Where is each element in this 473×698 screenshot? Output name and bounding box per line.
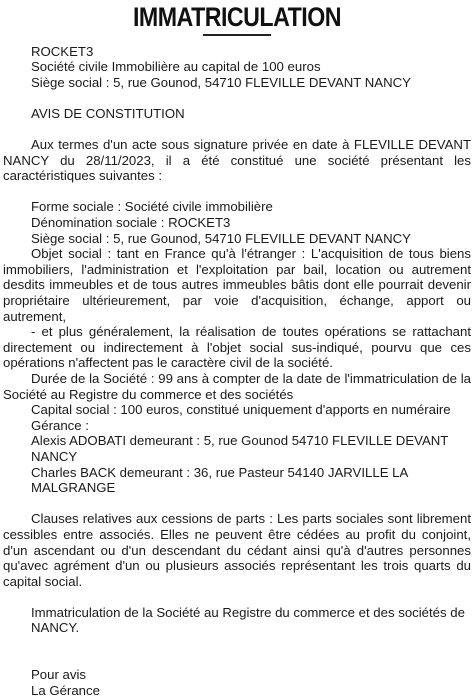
intro-paragraph: Aux termes d'un acte sous signature privée en date à FLEVILLE DEVANT NANCY du 28/11/2023, il a été constitué une société présentant les caractéristiques suivantes : [3,137,471,184]
spacer [3,496,471,512]
spacer [3,589,471,605]
spacer [3,652,471,668]
spacer [3,184,471,200]
spacer [3,121,471,137]
detail-gerance-label: Gérance : [31,417,89,433]
closing-signatory: La Gérance [31,682,100,698]
notice-type: AVIS DE CONSTITUTION [31,105,185,121]
spacer [3,636,471,652]
clauses-paragraph: Clauses relatives aux cessions de parts : Les parts sociales sont librement cessibles entre associés. Elles ne peuvent être cédées au profit du conjoint, d'un ascendant ou d'un descendant du cédant ainsi qu'à d'autres personnes qu'avec agrément d'un ou plusieurs associés représentant les trois quarts du capital social. [3,511,471,589]
legal-notice [0,2,473,698]
detail-duree: Durée de la Société : 99 ans à compter de la date de l'immatriculation de la Société au Registre du commerce et des sociétés [3,370,471,402]
detail-objet-suite: - et plus généralement, la réalisation de toutes opérations se rattachant directement ou indirectement à l'objet social sus-indiqué, pourvu que ces opérations n'affectent pas le caractère civil de la société. [3,324,471,371]
registration-line: Immatriculation de la Société au Registre du commerce et des sociétés de NANCY. [31,604,465,636]
detail-gerant-1: Alexis ADOBATI demeurant : 5, rue Gounod 54710 FLEVILLE DEVANT NANCY [31,433,449,464]
company-name: ROCKET3 [31,43,94,59]
spacer [3,90,471,106]
detail-objet: Objet social : tant en France qu'à l'étranger : L'acquisition de tous biens immobiliers, l'administration et l'exploitation par bail, location ou autrement desdits immeubles et de tous autres immeubles bâtis dont elle pourrait devenir propriétaire ultérieurement, par voie d'acquisition, échange, apport ou autrement, [3,246,471,324]
detail-denomination: Dénomination sociale : ROCKET3 [31,215,231,231]
company-seat-line: Siège social : 5, rue Gounod, 54710 FLEVILLE DEVANT NANCY [31,74,411,90]
title-underline [203,34,271,36]
company-capital-line: Société civile Immobilière au capital de 100 euros [31,59,321,75]
closing-pour-avis: Pour avis [31,667,86,683]
detail-forme: Forme sociale : Société civile immobilière [31,199,273,215]
notice-title: IMMATRICULATION [132,2,342,32]
detail-gerant-2: Charles BACK demeurant : 36, rue Pasteur 54140 JARVILLE LA MALGRANGE [31,464,408,496]
detail-capital: Capital social : 100 euros, constitué uniquement d'apports en numéraire [31,402,451,418]
detail-siege: Siège social : 5, rue Gounod, 54710 FLEVILLE DEVANT NANCY [31,230,411,246]
